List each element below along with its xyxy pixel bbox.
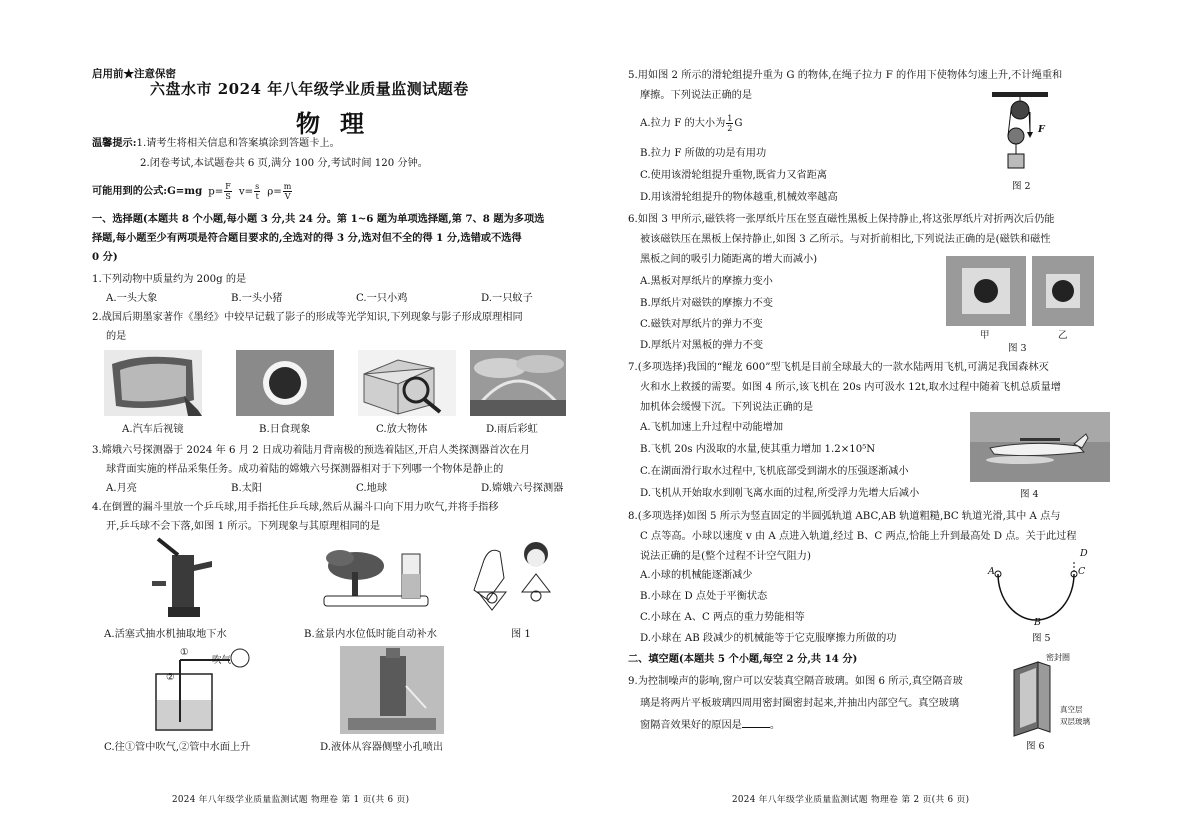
point-c-label: C bbox=[1078, 566, 1086, 577]
q7-option-b[interactable]: B.飞机 20s 内汲取的水量,使其重力增加 1.2×10⁵N bbox=[640, 444, 876, 455]
bottle-image bbox=[340, 646, 444, 734]
q2-option-a[interactable]: A.汽车后视镜 bbox=[122, 424, 184, 435]
q6-option-d[interactable]: D.厚纸片对黑板的弹力不变 bbox=[640, 340, 764, 351]
figure-4-caption: 图 4 bbox=[1020, 489, 1039, 500]
section1-line2: 择题,每小题至少有两项是符合题目要求的,全选对的得 3 分,选对但不全的得 1 分,选错或不选得 bbox=[92, 232, 522, 244]
mirror-image bbox=[104, 350, 202, 416]
double-glass-label: 双层玻璃 bbox=[1060, 717, 1090, 726]
q1-option-c[interactable]: C.一只小鸡 bbox=[356, 293, 408, 304]
q2-stem-1: 2.战国后期墨家著作《墨经》中较早记载了影子的形成等光学知识,下列现象与影子形成原理相同 bbox=[92, 312, 523, 323]
q4-stem-2: 开,乒乓球不会下落,如图 1 所示。下列现象与其原理相同的是 bbox=[106, 521, 381, 532]
blow-tube-image bbox=[144, 646, 254, 734]
vacuum-layer-label: 真空层 bbox=[1060, 705, 1083, 714]
q6-option-b[interactable]: B.厚纸片对磁铁的摩擦力不变 bbox=[640, 298, 773, 309]
q7-option-a[interactable]: A.飞机加速上升过程中动能增加 bbox=[640, 422, 784, 433]
q5-option-c[interactable]: C.使用该滑轮组提升重物,既省力又省距离 bbox=[640, 170, 828, 181]
force-label: F bbox=[1038, 124, 1045, 135]
formula-line bbox=[92, 182, 293, 202]
seal-label: 密封圈 bbox=[1046, 653, 1070, 662]
tips-line2: 2.闭卷考试,本试题卷共 6 页,满分 100 分,考试时间 120 分钟。 bbox=[140, 158, 428, 169]
q1-options bbox=[106, 289, 600, 309]
q7-stem-3: 加机体会缓慢下沉。下列说法正确的是 bbox=[640, 402, 814, 413]
section1-line3: 0 分) bbox=[92, 251, 118, 263]
q7-option-c[interactable]: C.在湖面滑行取水过程中,飞机底部受到湖水的压强逐渐减小 bbox=[640, 466, 909, 477]
formula-density: ρ= $\frac{m}{V}$ bbox=[267, 182, 292, 201]
q3-option-d[interactable]: D.嫦娥六号探测器 bbox=[481, 483, 564, 494]
page-1-footer: 2024 年八年级学业质量监测试题 物理卷 第 1 页(共 6 页) bbox=[172, 795, 410, 805]
section1-line1: 一、选择题(本题共 8 个小题,每小题 3 分,共 24 分。第 1~6 题为单项选择题,第 7、8 题为多项选 bbox=[92, 213, 545, 225]
q8-stem-3: 说法正确的是(整个过程不计空气阻力) bbox=[640, 551, 811, 562]
q4-option-a[interactable]: A.活塞式抽水机抽取地下水 bbox=[104, 629, 227, 640]
label-yi: 乙 bbox=[1058, 330, 1068, 341]
magnet-figure-yi bbox=[1032, 256, 1094, 326]
formula-g: 可能用到的公式:G=mg bbox=[92, 185, 203, 198]
q7-option-d[interactable]: D.飞机从开始取水到刚飞离水面的过程,所受浮力先增大后减小 bbox=[640, 488, 920, 499]
label-jia: 甲 bbox=[980, 330, 990, 341]
q5-option-a[interactable]: A.拉力 F 的大小为 $\frac{1}{2}$ G bbox=[640, 114, 743, 134]
q8-stem-2: C 点等高。小球以速度 v 由 A 点进入轨道,经过 B、C 两点,恰能上升到最高处 D 点。关于此过程 bbox=[640, 531, 1077, 542]
seaplane-image bbox=[970, 412, 1110, 482]
q3-options bbox=[106, 479, 600, 499]
q8-option-c[interactable]: C.小球在 A、C 两点的重力势能相等 bbox=[640, 612, 805, 623]
q6-stem-2: 被该磁铁压在黑板上保持静止,如图 3 乙所示。与对折前相比,下列说法正确的是(磁铁和磁性 bbox=[640, 234, 1051, 245]
q8-stem-1: 8.(多项选择)如图 5 所示为竖直固定的半圆弧轨道 ABC,AB 轨道粗糙,BC 轨道光滑,其中 A 点与 bbox=[628, 511, 1061, 522]
tips-text-1: 1.请考生将相关信息和答案填涂到答题卡上。 bbox=[136, 138, 340, 149]
page-2 bbox=[600, 0, 1200, 830]
q7-stem-1: 7.(多项选择)我国的“鲲龙 600”型飞机是目前全球最大的一款水陆两用飞机,可满足我国森林灭 bbox=[628, 362, 1049, 373]
vacuum-glass-figure bbox=[1008, 660, 1068, 738]
q3-stem-2: 球背面实施的样品采集任务。成功着陆的嫦娥六号探测器相对于下列哪一个物体是静止的 bbox=[106, 464, 504, 475]
tips-label: 温馨提示: bbox=[92, 137, 137, 149]
q4-stem-1: 4.在倒置的漏斗里放一个乒乓球,用手指托住乒乓球,然后从漏斗口向下用力吹气,并将手指移 bbox=[92, 502, 499, 513]
q3-option-c[interactable]: C.地球 bbox=[356, 483, 388, 494]
q5-option-b[interactable]: B.拉力 F 所做的功是有用功 bbox=[640, 148, 767, 159]
q1-option-a[interactable]: A.一头大象 bbox=[106, 293, 158, 304]
bonsai-image bbox=[318, 548, 438, 610]
q3-stem-1: 3.嫦娥六号探测器于 2024 年 6 月 2 日成功着陆月背南极的预选着陆区,开启人类探测器首次在月 bbox=[92, 445, 531, 456]
magnet-figure-jia bbox=[946, 256, 1026, 326]
q6-option-a[interactable]: A.黑板对厚纸片的摩擦力变小 bbox=[640, 276, 773, 287]
q8-option-b[interactable]: B.小球在 D 点处于平衡状态 bbox=[640, 591, 768, 602]
q6-stem-3: 黑板之间的吸引力随距离的增大而减小) bbox=[640, 254, 818, 265]
q8-option-a[interactable]: A.小球的机械能逐渐减少 bbox=[640, 570, 753, 581]
confidential-notice: 启用前★注意保密 bbox=[92, 68, 176, 80]
figure-5-caption: 图 5 bbox=[1032, 633, 1051, 644]
subject-title: 物理 bbox=[296, 109, 384, 138]
tips-line1 bbox=[92, 134, 340, 154]
exam-title: 六盘水市 2024 年八年级学业质量监测试题卷 bbox=[150, 80, 469, 98]
q6-stem-1: 6.如图 3 甲所示,磁铁将一张厚纸片压在竖直磁性黑板上保持静止,将这张厚纸片对折两次后仍能 bbox=[628, 214, 1055, 225]
q3-option-a[interactable]: A.月亮 bbox=[106, 483, 137, 494]
section2-title: 二、填空题(本题共 5 个小题,每空 2 分,共 14 分) bbox=[628, 653, 858, 665]
blow-label: 吹气 bbox=[212, 655, 232, 666]
q9-line3: 窗隔音效果好的原因是 。 bbox=[640, 716, 780, 736]
pump-image bbox=[150, 535, 218, 621]
funnel-figure-1 bbox=[470, 538, 560, 616]
q8-option-d[interactable]: D.小球在 AB 段减少的机械能等于它克服摩擦力所做的功 bbox=[640, 633, 897, 644]
figure-1-caption: 图 1 bbox=[511, 629, 531, 640]
q4-option-b[interactable]: B.盆景内水位低时能自动补水 bbox=[304, 629, 437, 640]
q4-option-d[interactable]: D.液体从容器侧壁小孔喷出 bbox=[320, 742, 444, 753]
page-2-footer: 2024 年八年级学业质量监测试题 物理卷 第 2 页(共 6 页) bbox=[732, 795, 970, 805]
q9-answer-blank[interactable] bbox=[742, 716, 770, 728]
q1-option-b[interactable]: B.一头小猪 bbox=[231, 293, 283, 304]
point-d-label: D bbox=[1080, 548, 1088, 559]
q2-stem-2: 的是 bbox=[106, 331, 127, 342]
point-b-label: B bbox=[1034, 617, 1041, 628]
tube-label-1: ① bbox=[180, 647, 189, 658]
magnifier-image bbox=[358, 350, 456, 416]
q9-line2: 璃是将两片平板玻璃四周用密封圈密封起来,并抽出内部空气。真空玻璃 bbox=[640, 698, 960, 709]
eclipse-image bbox=[236, 350, 334, 416]
q3-option-b[interactable]: B.太阳 bbox=[231, 483, 263, 494]
figure-2-caption: 图 2 bbox=[1012, 181, 1031, 192]
formula-pressure: p= $\frac{F}{S}$ bbox=[208, 182, 231, 201]
q5-stem-2: 摩擦。下列说法正确的是 bbox=[640, 90, 753, 101]
figure-6-caption: 图 6 bbox=[1026, 741, 1045, 752]
q2-option-d[interactable]: D.雨后彩虹 bbox=[486, 424, 538, 435]
figure-3-caption: 图 3 bbox=[1008, 343, 1027, 354]
q9-line1: 9.为控制噪声的影响,窗户可以安装真空隔音玻璃。如图 6 所示,真空隔音玻 bbox=[628, 676, 963, 687]
formula-velocity: v= $\frac{s}{t}$ bbox=[238, 182, 260, 201]
pulley-figure bbox=[990, 90, 1060, 178]
rainbow-image bbox=[470, 350, 566, 416]
q5-option-d[interactable]: D.用该滑轮组提升的物体越重,机械效率越高 bbox=[640, 192, 838, 203]
q1-option-d[interactable]: D.一只蚊子 bbox=[481, 293, 533, 304]
point-a-label: A bbox=[988, 566, 995, 577]
tube-label-2: ② bbox=[166, 672, 175, 683]
q2-option-b[interactable]: B.日食现象 bbox=[259, 424, 311, 435]
q7-stem-2: 火和水上救援的需要。如图 4 所示,该飞机在 20s 内可汲水 12t,取水过程中随着飞机总质量增 bbox=[640, 382, 1061, 393]
q5-stem-1: 5.用如图 2 所示的滑轮组提升重为 G 的物体,在绳子拉力 F 的作用下使物体匀速上升,不计绳重和 bbox=[628, 70, 1063, 81]
q1-stem: 1.下列动物中质量约为 200g 的是 bbox=[92, 274, 247, 285]
q4-option-c[interactable]: C.往①管中吹气,②管中水面上升 bbox=[104, 742, 251, 753]
q6-option-c[interactable]: C.磁铁对厚纸片的弹力不变 bbox=[640, 319, 763, 330]
q2-option-c[interactable]: C.放大物体 bbox=[376, 424, 428, 435]
